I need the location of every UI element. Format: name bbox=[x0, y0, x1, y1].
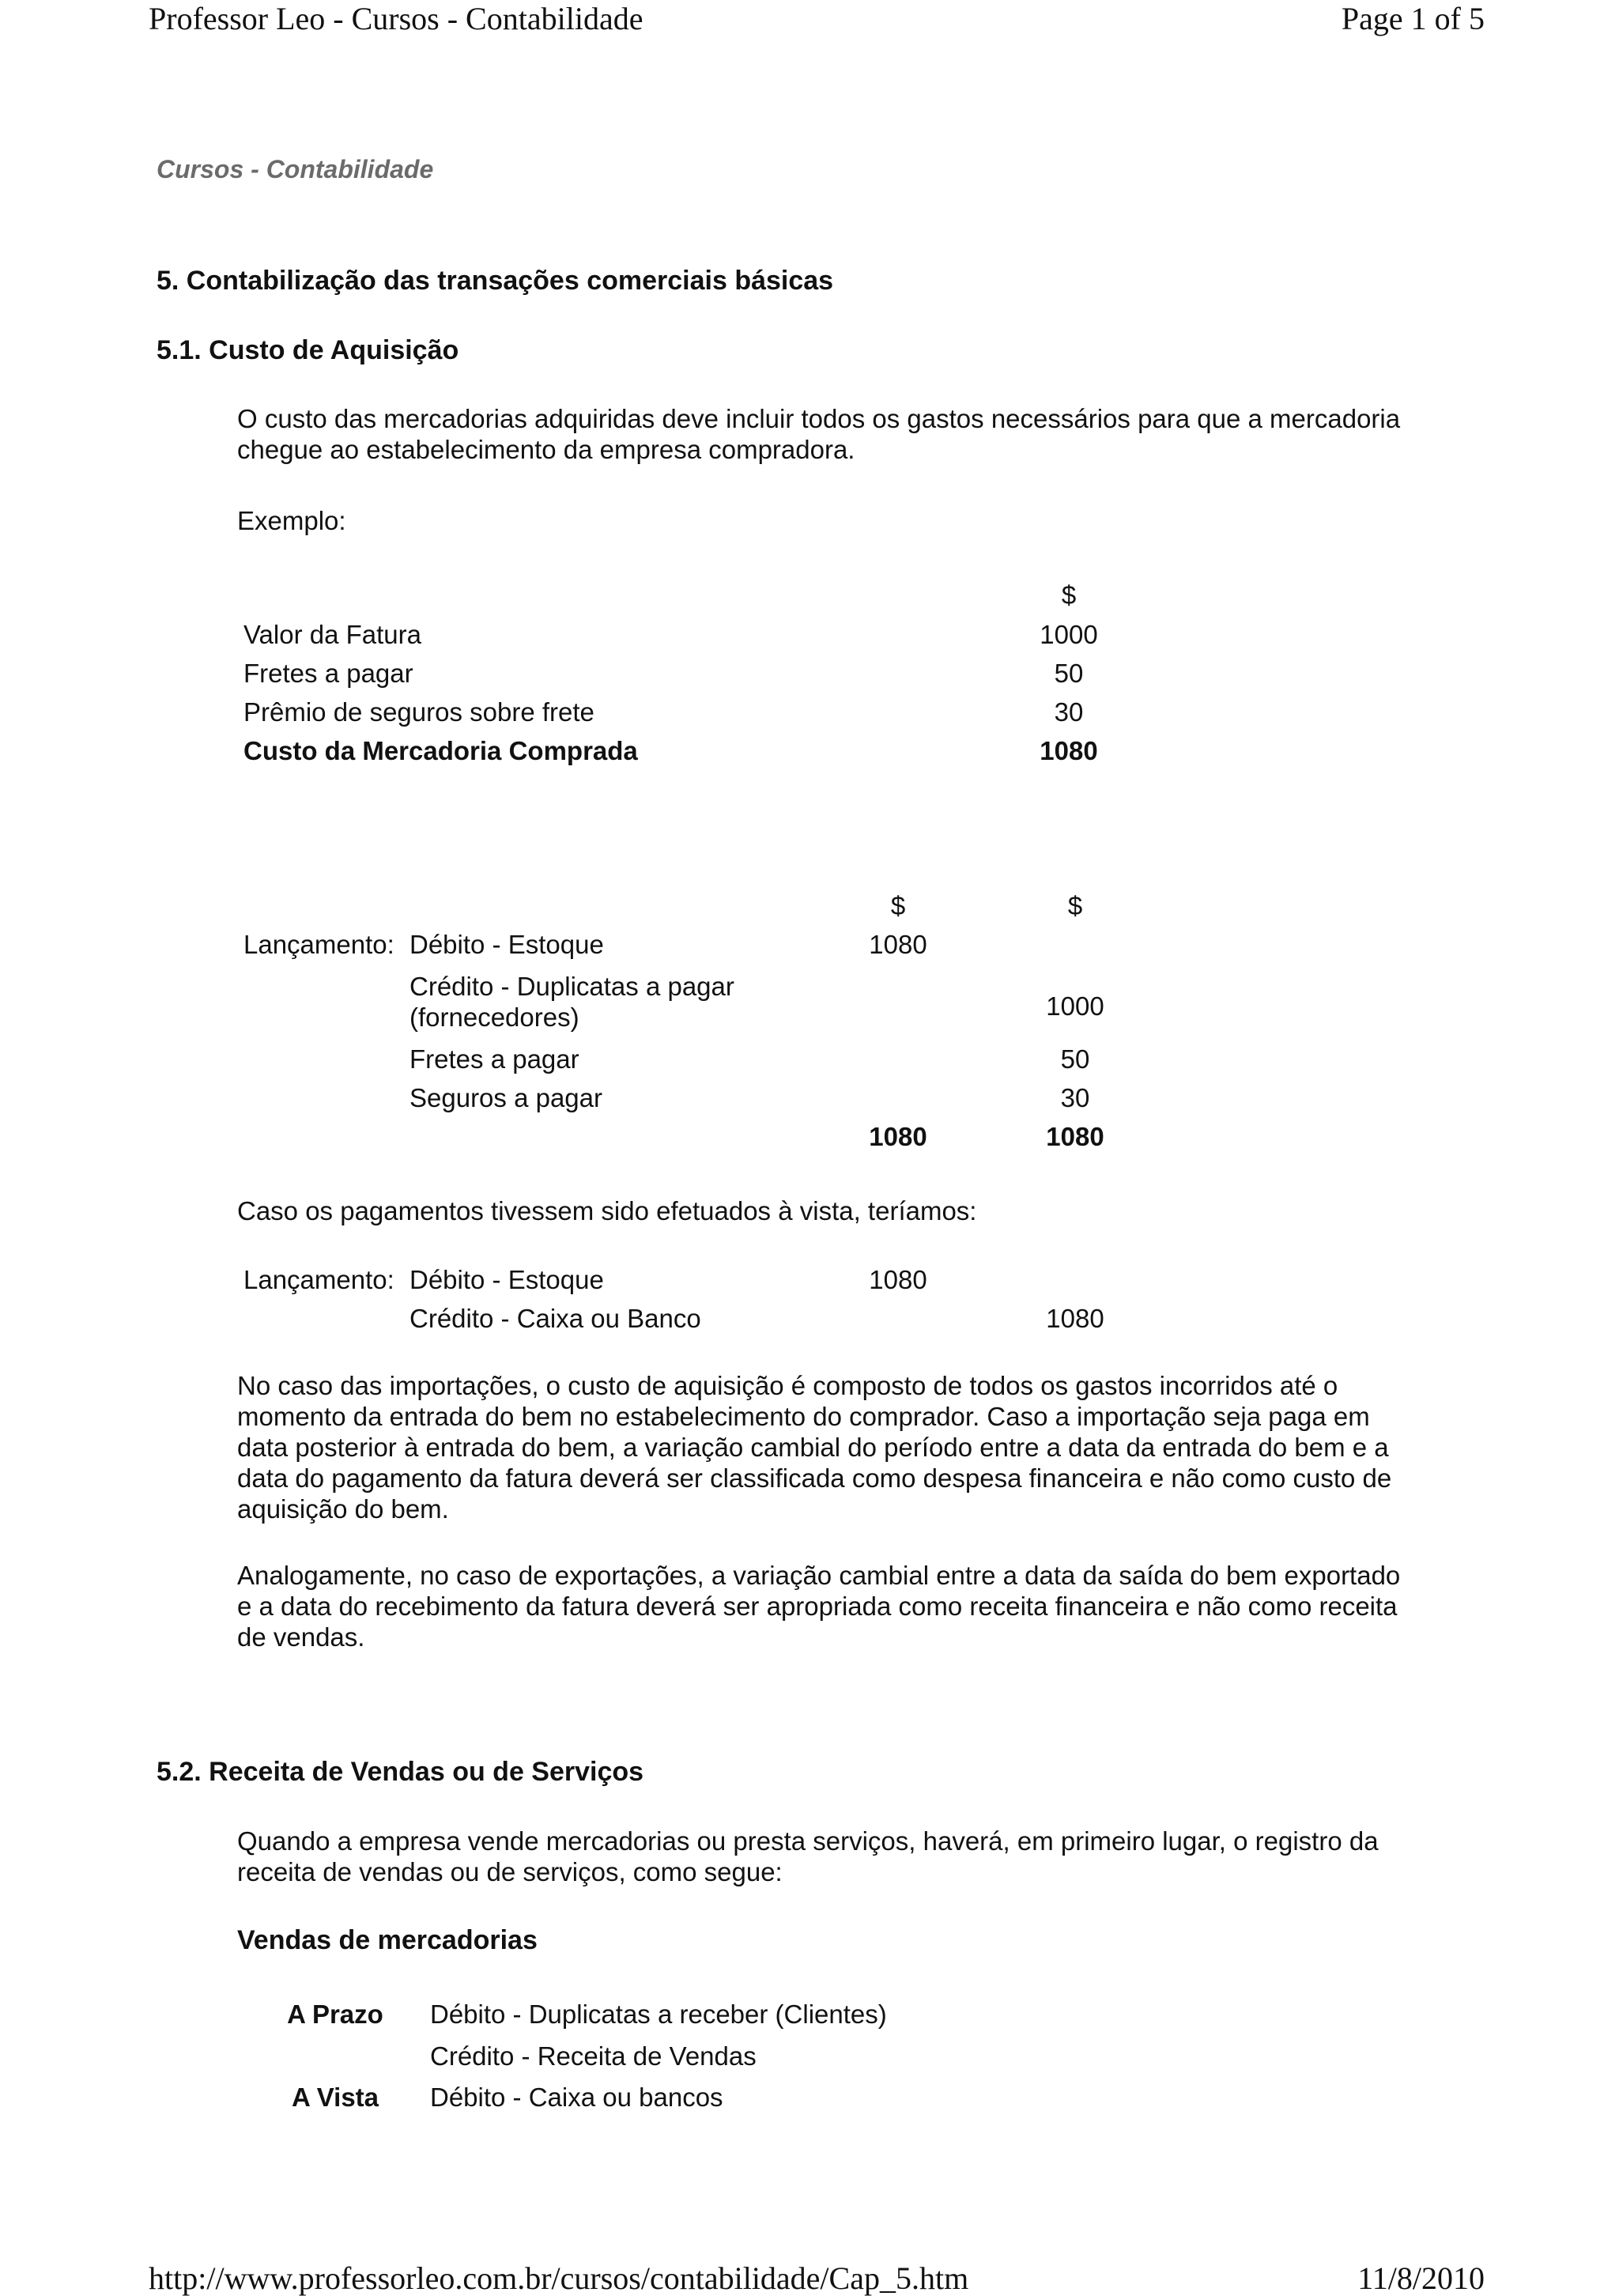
entry-account: Crédito - Duplicatas a pagar (fornecedores) bbox=[409, 972, 734, 1032]
cost-row-value: 50 bbox=[1054, 659, 1084, 688]
cost-row-value: 30 bbox=[1054, 697, 1084, 727]
example-label: Exemplo: bbox=[237, 506, 346, 535]
sales-label: A Vista bbox=[291, 2083, 379, 2112]
entry-debit: 1080 bbox=[869, 930, 927, 959]
sales-label: A Prazo bbox=[287, 2000, 383, 2029]
cash-entry-debit: 1080 bbox=[869, 1265, 927, 1294]
entry-credit: 1000 bbox=[1046, 991, 1104, 1021]
entry-account: Débito - Estoque bbox=[409, 930, 604, 959]
cost-row-label: Prêmio de seguros sobre frete bbox=[243, 697, 594, 727]
entry-credit: 30 bbox=[1060, 1083, 1090, 1112]
sales-entry: Débito - Caixa ou bancos bbox=[430, 2083, 723, 2112]
cost-currency-header: $ bbox=[1061, 580, 1077, 610]
sales-entry: Crédito - Receita de Vendas bbox=[430, 2041, 757, 2071]
footer-date: 11/8/2010 bbox=[1357, 2260, 1485, 2296]
chapter-title: 5. Contabilização das transações comerciais básicas bbox=[157, 266, 834, 296]
cash-entry-credit: 1080 bbox=[1046, 1304, 1104, 1333]
page-indicator: Page 1 of 5 bbox=[1341, 1, 1485, 36]
entry-prefix: Lançamento: bbox=[243, 930, 394, 959]
cost-row-label: Valor da Fatura bbox=[243, 620, 422, 649]
section-5-2-title: 5.2. Receita de Vendas ou de Serviços bbox=[157, 1757, 644, 1787]
exports-paragraph: Analogamente, no caso de exportações, a variação cambial entre a data da saída do bem exportado e a data do recebimento da fatura deverá ser apropriada como receita financeira e não como receita de vendas. bbox=[237, 1561, 1401, 1652]
entry-total-credit: 1080 bbox=[1046, 1122, 1104, 1151]
section-5-2-intro: Quando a empresa vende mercadorias ou presta serviços, haverá, em primeiro lugar, o registro da receita de vendas ou de serviços, como segue: bbox=[237, 1826, 1379, 1886]
footer-url: http://www.professorleo.com.br/cursos/contabilidade/Cap_5.htm bbox=[149, 2260, 969, 2296]
page-header-title: Professor Leo - Cursos - Contabilidade bbox=[149, 1, 643, 36]
entry-account: Seguros a pagar bbox=[409, 1083, 603, 1112]
sales-entry: Débito - Duplicatas a receber (Clientes) bbox=[430, 2000, 887, 2029]
cash-case-text: Caso os pagamentos tivessem sido efetuados à vista, teríamos: bbox=[237, 1196, 977, 1225]
entry-account: Fretes a pagar bbox=[409, 1044, 579, 1074]
cash-entry-account: Crédito - Caixa ou Banco bbox=[409, 1304, 701, 1333]
entry-debit-currency: $ bbox=[890, 891, 906, 920]
cash-entry-prefix: Lançamento: bbox=[243, 1265, 394, 1294]
entry-credit: 50 bbox=[1060, 1044, 1090, 1074]
cash-entry-account: Débito - Estoque bbox=[409, 1265, 604, 1294]
cost-total-label: Custo da Mercadoria Comprada bbox=[243, 736, 638, 765]
section-5-1-title: 5.1. Custo de Aquisição bbox=[157, 335, 459, 365]
cost-row-value: 1000 bbox=[1040, 620, 1098, 649]
site-title: Cursos - Contabilidade bbox=[157, 155, 434, 183]
entry-total-debit: 1080 bbox=[869, 1122, 927, 1151]
cost-total-value: 1080 bbox=[1040, 736, 1098, 765]
entry-credit-currency: $ bbox=[1067, 891, 1083, 920]
imports-paragraph: No caso das importações, o custo de aquisição é composto de todos os gastos incorridos até o momento da entrada do bem no estabelecimento do comprador. Caso a importação seja paga em data posterior à entrada do bem, a variação cambial do período entre a data da entrada do bem e a data do pagamento da fatura deverá ser classificada como despesa financeira e não como custo de aquisição do bem. bbox=[237, 1371, 1392, 1524]
sales-subheading: Vendas de mercadorias bbox=[237, 1925, 538, 1955]
cost-row-label: Fretes a pagar bbox=[243, 659, 413, 688]
section-5-1-intro: O custo das mercadorias adquiridas deve incluir todos os gastos necessários para que a mercadoria chegue ao estabelecimento da empresa compradora. bbox=[237, 404, 1401, 464]
